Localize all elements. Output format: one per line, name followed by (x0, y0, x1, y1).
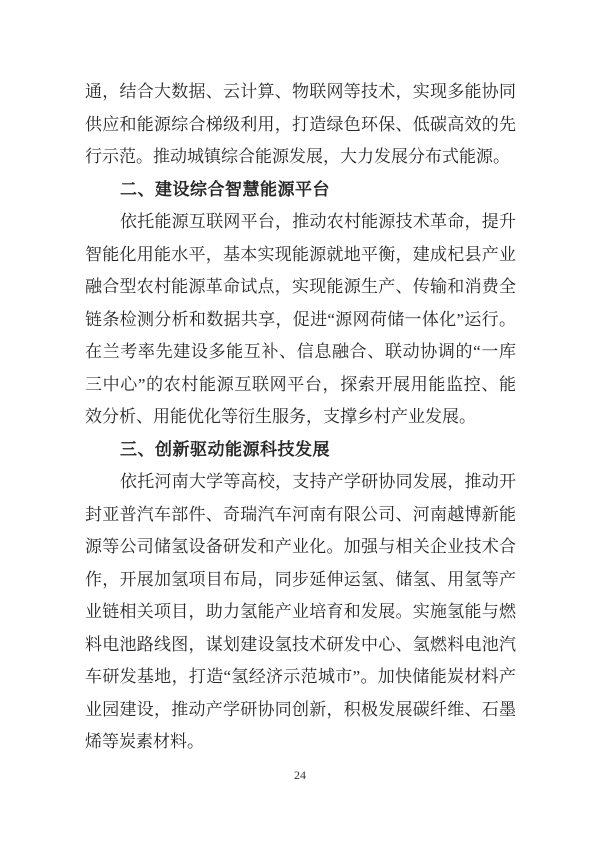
section-heading: 三、创新驱动能源科技发展 (120, 439, 330, 459)
text-line: 供应和能源综合梯级利用，打造绿色环保、低碳高效的先 (85, 114, 516, 134)
text-line: 通，结合大数据、云计算、物联网等技术，实现多能协同 (85, 82, 516, 101)
text-line: 车研发基地，打造“氢经济示范城市”。加快储能炭材料产 (85, 667, 516, 686)
text-line: 业园建设，推动产学研协同创新，积极发展碳纤维、石墨 (85, 699, 516, 719)
text-line: 烯等炭素材料。 (85, 732, 204, 751)
section-heading: 二、建设综合智慧能源平台 (120, 179, 330, 199)
text-line: 作，开展加氢项目布局，同步延伸运氢、储氢、用氢等产 (85, 569, 516, 589)
text-block (85, 76, 516, 759)
page-number: 24 (294, 768, 306, 782)
text-line: 在兰考率先建设多能互补、信息融合、联动协调的“一库 (85, 342, 516, 361)
text-line: 源等公司储氢设备研发和产业化。加强与相关企业技术合 (85, 537, 516, 556)
text-line: 效分析、用能优化等衍生服务，支撑乡村产业发展。 (85, 407, 476, 426)
text-line: 智能化用能水平，基本实现能源就地平衡，建成杞县产业 (85, 244, 516, 264)
text-line: 依托河南大学等高校，支持产学研协同发展，推动开 (120, 472, 516, 491)
text-line: 三中心”的农村能源互联网平台，探索开展用能监控、能 (85, 374, 516, 394)
text-line: 料电池路线图，谋划建设氢技术研发中心、氢燃料电池汽 (85, 634, 516, 654)
text-line: 业链相关项目，助力氢能产业培育和发展。实施氢能与燃 (85, 602, 516, 621)
text-line: 行示范。推动城镇综合能源发展，大力发展分布式能源。 (85, 147, 510, 166)
text-line: 链条检测分析和数据共享，促进“源网荷储一体化”运行。 (85, 309, 516, 329)
text-line: 融合型农村能源革命试点，实现能源生产、传输和消费全 (85, 277, 516, 296)
text-line: 依托能源互联网平台，推动农村能源技术革命，提升 (120, 212, 516, 231)
text-line: 封亚普汽车部件、奇瑞汽车河南有限公司、河南越博新能 (85, 504, 516, 524)
